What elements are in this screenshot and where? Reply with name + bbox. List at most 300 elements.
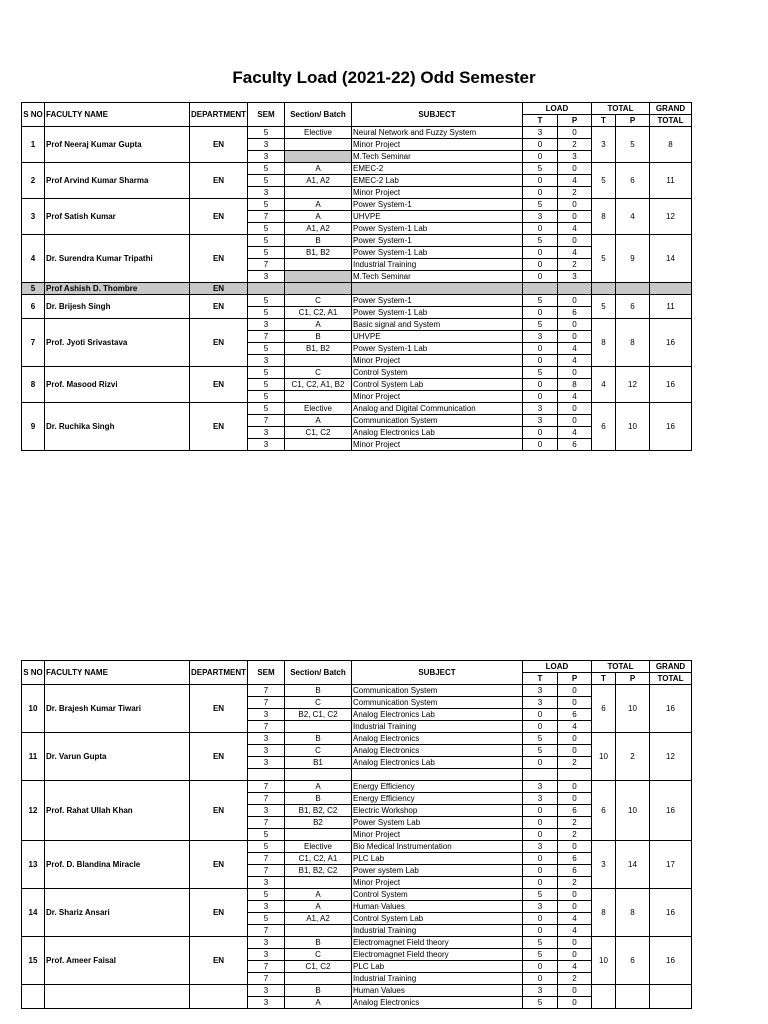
faculty-name-cell: Dr. Ruchika Singh bbox=[45, 403, 190, 451]
sem-cell: 5 bbox=[248, 403, 285, 415]
sem-cell: 3 bbox=[248, 187, 285, 199]
grand-total-cell: 12 bbox=[650, 733, 692, 781]
total-p-cell: 10 bbox=[616, 781, 650, 841]
faculty-name-cell: Prof. Rahat Ullah Khan bbox=[45, 781, 190, 841]
load-t-cell bbox=[523, 769, 558, 781]
header-load-p: P bbox=[558, 115, 592, 127]
load-p-cell bbox=[558, 283, 592, 295]
load-t-cell: 0 bbox=[523, 151, 558, 163]
load-p-cell: 0 bbox=[558, 415, 592, 427]
subject-cell: Minor Project bbox=[352, 439, 523, 451]
load-p-cell bbox=[558, 769, 592, 781]
faculty-name-cell: Dr. Brijesh Singh bbox=[45, 295, 190, 319]
subject-cell: Power System-1 bbox=[352, 295, 523, 307]
department-cell: EN bbox=[190, 733, 248, 781]
section-cell: C1, C2 bbox=[285, 961, 352, 973]
header-subject: SUBJECT bbox=[352, 661, 523, 685]
table-row bbox=[22, 283, 692, 295]
sem-cell: 3 bbox=[248, 319, 285, 331]
header-sno: S NO bbox=[22, 103, 45, 127]
sno-cell: 6 bbox=[22, 295, 45, 319]
subject-cell: Electromagnet Field theory bbox=[352, 937, 523, 949]
load-p-cell: 0 bbox=[558, 319, 592, 331]
total-p-cell: 6 bbox=[616, 163, 650, 199]
table-row bbox=[22, 319, 692, 331]
grand-total-cell: 11 bbox=[650, 163, 692, 199]
sem-cell: 3 bbox=[248, 877, 285, 889]
section-cell: C1, C2, A1, B2 bbox=[285, 379, 352, 391]
load-t-cell: 0 bbox=[523, 307, 558, 319]
load-p-cell: 6 bbox=[558, 853, 592, 865]
sem-cell bbox=[248, 769, 285, 781]
load-p-cell: 0 bbox=[558, 199, 592, 211]
sem-cell: 5 bbox=[248, 247, 285, 259]
header-load: LOAD bbox=[523, 661, 592, 673]
header-load: LOAD bbox=[523, 103, 592, 115]
section-cell: C1, C2 bbox=[285, 427, 352, 439]
table-row bbox=[22, 889, 692, 901]
section-cell: B1, B2, C2 bbox=[285, 805, 352, 817]
subject-cell: Minor Project bbox=[352, 877, 523, 889]
load-p-cell: 0 bbox=[558, 235, 592, 247]
header-section-batch: Section/ Batch bbox=[285, 103, 352, 127]
subject-cell: Industrial Training bbox=[352, 925, 523, 937]
grand-total-cell: 16 bbox=[650, 367, 692, 403]
load-p-cell: 0 bbox=[558, 901, 592, 913]
load-p-cell: 4 bbox=[558, 355, 592, 367]
total-p-cell bbox=[616, 985, 650, 1009]
section-cell: B1, B2 bbox=[285, 247, 352, 259]
sem-cell: 3 bbox=[248, 439, 285, 451]
grand-total-cell: 16 bbox=[650, 403, 692, 451]
load-t-cell: 0 bbox=[523, 853, 558, 865]
load-p-cell: 6 bbox=[558, 709, 592, 721]
subject-cell: Power System-1 Lab bbox=[352, 307, 523, 319]
section-cell: C bbox=[285, 367, 352, 379]
subject-cell: Analog Electronics bbox=[352, 997, 523, 1009]
load-p-cell: 2 bbox=[558, 973, 592, 985]
section-cell bbox=[285, 187, 352, 199]
sno-cell: 11 bbox=[22, 733, 45, 781]
section-cell: A bbox=[285, 319, 352, 331]
load-t-cell: 5 bbox=[523, 319, 558, 331]
load-p-cell: 0 bbox=[558, 745, 592, 757]
total-t-cell bbox=[592, 283, 616, 295]
load-p-cell: 0 bbox=[558, 985, 592, 997]
section-cell: B1, B2, C2 bbox=[285, 865, 352, 877]
load-t-cell: 5 bbox=[523, 295, 558, 307]
load-p-cell: 3 bbox=[558, 151, 592, 163]
faculty-name-cell: Prof. Ameer Faisal bbox=[45, 937, 190, 985]
header-load-p: P bbox=[558, 673, 592, 685]
header-load-t: T bbox=[523, 673, 558, 685]
load-p-cell: 3 bbox=[558, 271, 592, 283]
grand-total-cell: 16 bbox=[650, 889, 692, 937]
subject-cell: Analog Electronics Lab bbox=[352, 709, 523, 721]
subject-cell: UHVPE bbox=[352, 331, 523, 343]
subject-cell: Industrial Training bbox=[352, 721, 523, 733]
table-row bbox=[22, 295, 692, 307]
section-cell: Elective bbox=[285, 403, 352, 415]
subject-cell: Power System-1 Lab bbox=[352, 343, 523, 355]
load-p-cell: 6 bbox=[558, 307, 592, 319]
sem-cell: 5 bbox=[248, 163, 285, 175]
header-load-t: T bbox=[523, 115, 558, 127]
subject-cell bbox=[352, 769, 523, 781]
sno-cell: 5 bbox=[22, 283, 45, 295]
section-cell bbox=[285, 355, 352, 367]
sem-cell: 3 bbox=[248, 733, 285, 745]
total-p-cell: 2 bbox=[616, 733, 650, 781]
department-cell: EN bbox=[190, 163, 248, 199]
sem-cell: 3 bbox=[248, 901, 285, 913]
load-p-cell: 2 bbox=[558, 817, 592, 829]
sem-cell: 5 bbox=[248, 295, 285, 307]
section-cell: Elective bbox=[285, 127, 352, 139]
section-cell: B2 bbox=[285, 817, 352, 829]
sem-cell: 3 bbox=[248, 949, 285, 961]
section-cell: B bbox=[285, 733, 352, 745]
subject-cell: EMEC-2 bbox=[352, 163, 523, 175]
department-cell: EN bbox=[190, 283, 248, 295]
load-t-cell: 5 bbox=[523, 163, 558, 175]
load-t-cell: 5 bbox=[523, 949, 558, 961]
sem-cell: 5 bbox=[248, 841, 285, 853]
section-cell: C1, C2, A1 bbox=[285, 307, 352, 319]
total-p-cell: 4 bbox=[616, 199, 650, 235]
department-cell: EN bbox=[190, 781, 248, 841]
load-p-cell: 0 bbox=[558, 697, 592, 709]
section-cell: B bbox=[285, 235, 352, 247]
header-sem: SEM bbox=[248, 661, 285, 685]
sem-cell: 7 bbox=[248, 973, 285, 985]
section-cell bbox=[285, 139, 352, 151]
sem-cell: 3 bbox=[248, 805, 285, 817]
subject-cell: Human Values bbox=[352, 985, 523, 997]
section-cell bbox=[285, 151, 352, 163]
sno-cell: 15 bbox=[22, 937, 45, 985]
sem-cell: 5 bbox=[248, 127, 285, 139]
load-t-cell: 0 bbox=[523, 829, 558, 841]
sem-cell: 3 bbox=[248, 745, 285, 757]
load-t-cell: 0 bbox=[523, 877, 558, 889]
total-t-cell bbox=[592, 985, 616, 1009]
subject-cell: Control System bbox=[352, 889, 523, 901]
load-t-cell: 3 bbox=[523, 901, 558, 913]
load-t-cell: 5 bbox=[523, 199, 558, 211]
section-cell: B2, C1, C2 bbox=[285, 709, 352, 721]
table-row bbox=[22, 985, 692, 997]
sem-cell: 5 bbox=[248, 199, 285, 211]
total-p-cell: 6 bbox=[616, 937, 650, 985]
load-t-cell: 0 bbox=[523, 925, 558, 937]
load-p-cell: 0 bbox=[558, 733, 592, 745]
load-t-cell: 5 bbox=[523, 235, 558, 247]
sem-cell: 7 bbox=[248, 331, 285, 343]
header-section-batch: Section/ Batch bbox=[285, 661, 352, 685]
sno-cell: 2 bbox=[22, 163, 45, 199]
load-t-cell: 5 bbox=[523, 937, 558, 949]
load-t-cell: 0 bbox=[523, 175, 558, 187]
subject-cell: Control System Lab bbox=[352, 379, 523, 391]
subject-cell: Power System-1 Lab bbox=[352, 247, 523, 259]
table-row bbox=[22, 781, 692, 793]
header-grand-total: GRAND bbox=[650, 661, 692, 673]
load-p-cell: 6 bbox=[558, 805, 592, 817]
sem-cell: 3 bbox=[248, 997, 285, 1009]
sem-cell: 7 bbox=[248, 793, 285, 805]
load-t-cell: 0 bbox=[523, 805, 558, 817]
total-t-cell: 8 bbox=[592, 199, 616, 235]
header-grand-total: GRAND bbox=[650, 103, 692, 115]
load-p-cell: 4 bbox=[558, 427, 592, 439]
header-total: TOTAL bbox=[592, 103, 650, 115]
subject-cell: Analog Electronics Lab bbox=[352, 427, 523, 439]
section-cell: C bbox=[285, 949, 352, 961]
sem-cell: 5 bbox=[248, 379, 285, 391]
load-t-cell: 0 bbox=[523, 355, 558, 367]
header-total-p: P bbox=[616, 673, 650, 685]
subject-cell: Analog and Digital Communication bbox=[352, 403, 523, 415]
load-p-cell: 4 bbox=[558, 175, 592, 187]
load-t-cell: 0 bbox=[523, 427, 558, 439]
total-t-cell: 4 bbox=[592, 367, 616, 403]
total-p-cell: 10 bbox=[616, 685, 650, 733]
section-cell: B bbox=[285, 685, 352, 697]
subject-cell: PLC Lab bbox=[352, 961, 523, 973]
subject-cell: Power System-1 bbox=[352, 199, 523, 211]
total-t-cell: 3 bbox=[592, 127, 616, 163]
grand-total-cell: 16 bbox=[650, 937, 692, 985]
load-p-cell: 0 bbox=[558, 127, 592, 139]
section-cell: A bbox=[285, 901, 352, 913]
load-p-cell: 4 bbox=[558, 961, 592, 973]
grand-total-cell: 16 bbox=[650, 685, 692, 733]
subject-cell: Minor Project bbox=[352, 391, 523, 403]
load-t-cell: 3 bbox=[523, 403, 558, 415]
subject-cell: Minor Project bbox=[352, 187, 523, 199]
load-t-cell: 0 bbox=[523, 973, 558, 985]
sem-cell: 7 bbox=[248, 961, 285, 973]
subject-cell: EMEC-2 Lab bbox=[352, 175, 523, 187]
section-cell: C1, C2, A1 bbox=[285, 853, 352, 865]
sem-cell: 7 bbox=[248, 721, 285, 733]
subject-cell: Power System-1 bbox=[352, 235, 523, 247]
subject-cell: Minor Project bbox=[352, 355, 523, 367]
department-cell: EN bbox=[190, 685, 248, 733]
sem-cell: 3 bbox=[248, 271, 285, 283]
load-p-cell: 0 bbox=[558, 793, 592, 805]
section-cell bbox=[285, 973, 352, 985]
subject-cell bbox=[352, 283, 523, 295]
sno-cell: 8 bbox=[22, 367, 45, 403]
sem-cell: 5 bbox=[248, 391, 285, 403]
department-cell: EN bbox=[190, 199, 248, 235]
section-cell bbox=[285, 271, 352, 283]
subject-cell: Power System-1 Lab bbox=[352, 223, 523, 235]
faculty-name-cell: Prof. Masood Rizvi bbox=[45, 367, 190, 403]
header-faculty-name: FACULTY NAME bbox=[45, 661, 190, 685]
sno-cell: 10 bbox=[22, 685, 45, 733]
subject-cell: Control System bbox=[352, 367, 523, 379]
load-p-cell: 4 bbox=[558, 721, 592, 733]
load-p-cell: 6 bbox=[558, 439, 592, 451]
sno-cell bbox=[22, 985, 45, 1009]
load-p-cell: 0 bbox=[558, 331, 592, 343]
load-p-cell: 4 bbox=[558, 223, 592, 235]
load-t-cell: 5 bbox=[523, 997, 558, 1009]
load-p-cell: 0 bbox=[558, 163, 592, 175]
page-title: Faculty Load (2021-22) Odd Semester bbox=[232, 68, 536, 87]
section-cell: B1, B2 bbox=[285, 343, 352, 355]
header-total-t: T bbox=[592, 673, 616, 685]
total-p-cell: 9 bbox=[616, 235, 650, 283]
load-t-cell: 0 bbox=[523, 721, 558, 733]
load-t-cell: 3 bbox=[523, 781, 558, 793]
subject-cell: PLC Lab bbox=[352, 853, 523, 865]
load-p-cell: 0 bbox=[558, 997, 592, 1009]
sem-cell: 7 bbox=[248, 781, 285, 793]
total-t-cell: 8 bbox=[592, 319, 616, 367]
grand-total-cell: 16 bbox=[650, 781, 692, 841]
sno-cell: 4 bbox=[22, 235, 45, 283]
sem-cell: 5 bbox=[248, 913, 285, 925]
sno-cell: 9 bbox=[22, 403, 45, 451]
sem-cell: 3 bbox=[248, 757, 285, 769]
table-row bbox=[22, 163, 692, 175]
load-t-cell: 3 bbox=[523, 211, 558, 223]
load-t-cell: 0 bbox=[523, 757, 558, 769]
sem-cell bbox=[248, 283, 285, 295]
header-row bbox=[22, 103, 692, 115]
total-p-cell: 12 bbox=[616, 367, 650, 403]
table-row bbox=[22, 841, 692, 853]
faculty-name-cell: Prof Neeraj Kumar Gupta bbox=[45, 127, 190, 163]
sno-cell: 1 bbox=[22, 127, 45, 163]
department-cell: EN bbox=[190, 319, 248, 367]
sem-cell: 7 bbox=[248, 865, 285, 877]
section-cell: A bbox=[285, 889, 352, 901]
section-cell bbox=[285, 721, 352, 733]
subject-cell: Analog Electronics bbox=[352, 733, 523, 745]
section-cell bbox=[285, 439, 352, 451]
sem-cell: 5 bbox=[248, 307, 285, 319]
load-p-cell: 8 bbox=[558, 379, 592, 391]
subject-cell: Human Values bbox=[352, 901, 523, 913]
subject-cell: Industrial Training bbox=[352, 259, 523, 271]
faculty-name-cell: Dr. Surendra Kumar Tripathi bbox=[45, 235, 190, 283]
load-t-cell: 3 bbox=[523, 697, 558, 709]
load-p-cell: 0 bbox=[558, 403, 592, 415]
section-cell bbox=[285, 259, 352, 271]
department-cell: EN bbox=[190, 403, 248, 451]
subject-cell: M.Tech Seminar bbox=[352, 271, 523, 283]
load-t-cell: 3 bbox=[523, 985, 558, 997]
load-t-cell: 0 bbox=[523, 379, 558, 391]
load-p-cell: 4 bbox=[558, 247, 592, 259]
faculty-name-cell: Prof Arvind Kumar Sharma bbox=[45, 163, 190, 199]
load-p-cell: 0 bbox=[558, 367, 592, 379]
table-row bbox=[22, 685, 692, 697]
subject-cell: Energy Efficiency bbox=[352, 793, 523, 805]
subject-cell: Bio Medical Instrumentation bbox=[352, 841, 523, 853]
sno-cell: 7 bbox=[22, 319, 45, 367]
sno-cell: 13 bbox=[22, 841, 45, 889]
department-cell bbox=[190, 985, 248, 1009]
load-t-cell: 5 bbox=[523, 889, 558, 901]
sem-cell: 7 bbox=[248, 259, 285, 271]
subject-cell: Power System Lab bbox=[352, 817, 523, 829]
load-p-cell: 0 bbox=[558, 841, 592, 853]
subject-cell: UHVPE bbox=[352, 211, 523, 223]
faculty-load-table-1 bbox=[21, 102, 692, 451]
table-row bbox=[22, 235, 692, 247]
section-cell: A bbox=[285, 163, 352, 175]
sem-cell: 5 bbox=[248, 829, 285, 841]
load-p-cell: 4 bbox=[558, 913, 592, 925]
section-cell: A bbox=[285, 211, 352, 223]
load-t-cell: 0 bbox=[523, 223, 558, 235]
load-t-cell: 0 bbox=[523, 817, 558, 829]
department-cell: EN bbox=[190, 127, 248, 163]
department-cell: EN bbox=[190, 889, 248, 937]
section-cell: B1 bbox=[285, 757, 352, 769]
grand-total-cell: 16 bbox=[650, 319, 692, 367]
faculty-name-cell: Prof Satish Kumar bbox=[45, 199, 190, 235]
load-t-cell: 5 bbox=[523, 733, 558, 745]
department-cell: EN bbox=[190, 295, 248, 319]
load-p-cell: 0 bbox=[558, 949, 592, 961]
section-cell: C bbox=[285, 697, 352, 709]
load-p-cell: 2 bbox=[558, 139, 592, 151]
load-t-cell: 0 bbox=[523, 439, 558, 451]
grand-total-cell: 17 bbox=[650, 841, 692, 889]
total-t-cell: 5 bbox=[592, 235, 616, 283]
total-p-cell: 8 bbox=[616, 319, 650, 367]
load-p-cell: 2 bbox=[558, 829, 592, 841]
load-p-cell: 0 bbox=[558, 295, 592, 307]
total-p-cell: 8 bbox=[616, 889, 650, 937]
section-cell: A1, A2 bbox=[285, 175, 352, 187]
grand-total-cell bbox=[650, 283, 692, 295]
total-p-cell: 5 bbox=[616, 127, 650, 163]
grand-total-cell: 12 bbox=[650, 199, 692, 235]
section-cell bbox=[285, 829, 352, 841]
sem-cell: 7 bbox=[248, 817, 285, 829]
sem-cell: 7 bbox=[248, 685, 285, 697]
sem-cell: 5 bbox=[248, 235, 285, 247]
sno-cell: 14 bbox=[22, 889, 45, 937]
section-cell: A bbox=[285, 415, 352, 427]
subject-cell: Industrial Training bbox=[352, 973, 523, 985]
header-sem: SEM bbox=[248, 103, 285, 127]
load-t-cell: 3 bbox=[523, 793, 558, 805]
load-t-cell: 0 bbox=[523, 343, 558, 355]
faculty-name-cell bbox=[45, 985, 190, 1009]
total-t-cell: 8 bbox=[592, 889, 616, 937]
load-t-cell: 0 bbox=[523, 865, 558, 877]
load-p-cell: 0 bbox=[558, 889, 592, 901]
load-t-cell: 0 bbox=[523, 391, 558, 403]
subject-cell: Basic signal and System bbox=[352, 319, 523, 331]
subject-cell: Electric Workshop bbox=[352, 805, 523, 817]
total-t-cell: 6 bbox=[592, 685, 616, 733]
load-t-cell bbox=[523, 283, 558, 295]
total-p-cell: 6 bbox=[616, 295, 650, 319]
section-cell bbox=[285, 925, 352, 937]
subject-cell: M.Tech Seminar bbox=[352, 151, 523, 163]
total-t-cell: 5 bbox=[592, 295, 616, 319]
